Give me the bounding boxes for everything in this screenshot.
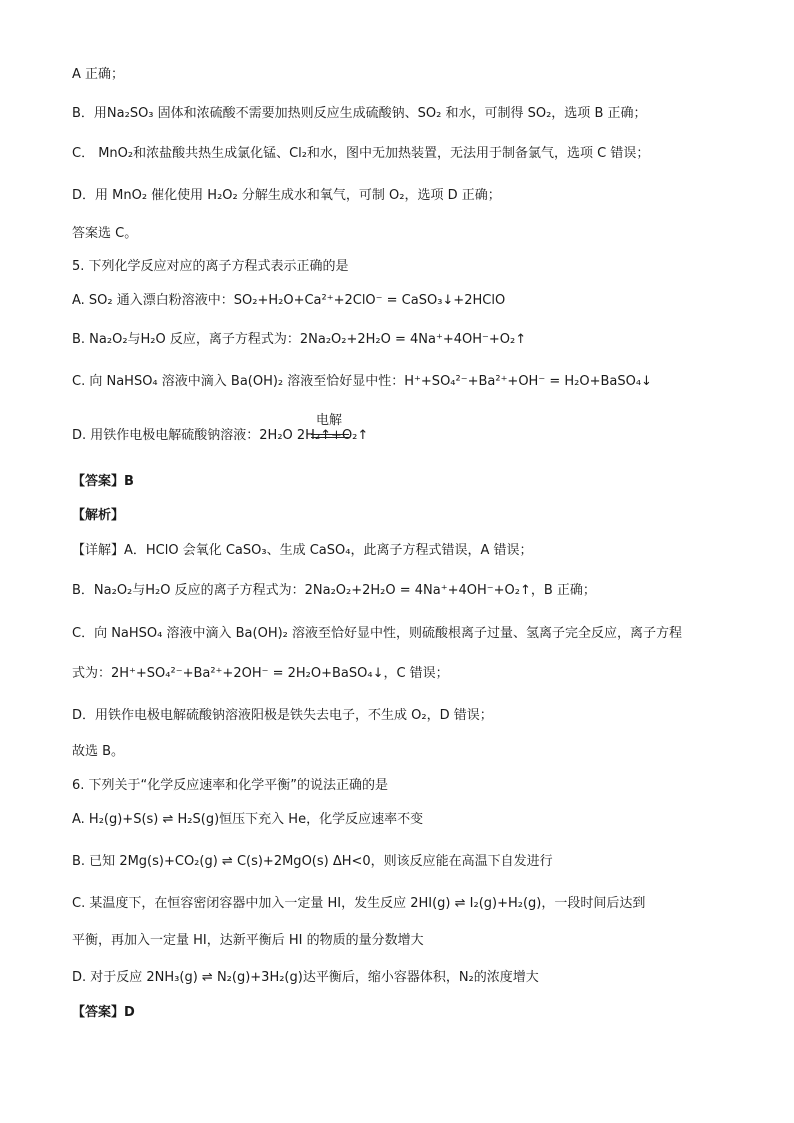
answer-label: 【答案】D xyxy=(72,1005,135,1020)
option-b: B. 已知 2Mg(s)+CO₂(g) ⇌ C(s)+2MgO(s) ΔH<0，则该反应能在高温下自发进行 xyxy=(72,854,553,869)
text-line: 式为：2H⁺+SO₄²⁻+Ba²⁺+2OH⁻ = 2H₂O+BaSO₄↓，C 错误； xyxy=(72,666,449,681)
electrolysis-label: 电解 xyxy=(316,413,343,428)
text-line: 答案选 C。 xyxy=(72,226,138,241)
text-line: D．用 MnO₂ 催化使用 H₂O₂ 分解生成水和氧气，可制 O₂，选项 D 正确； xyxy=(72,188,501,203)
equals-bar xyxy=(311,434,349,438)
option-b: B. Na₂O₂与H₂O 反应，离子方程式为：2Na₂O₂+2H₂O = 4Na⁺+4OH⁻+O₂↑ xyxy=(72,332,527,347)
text-line: 故选 B。 xyxy=(72,744,125,759)
question-title: 5. 下列化学反应对应的离子方程式表示正确的是 xyxy=(72,259,349,274)
option-c: C. 某温度下，在恒容密闭容器中加入一定量 HI，发生反应 2HI(g) ⇌ I₂(g)+H₂(g)，一段时间后达到 xyxy=(72,896,646,911)
option-a: A. SO₂ 通入漂白粉溶液中：SO₂+H₂O+Ca²⁺+2ClO⁻ = CaSO₃↓+2HClO xyxy=(72,293,506,308)
question-title: 6. 下列关于“化学反应速率和化学平衡”的说法正确的是 xyxy=(72,778,389,793)
answer-label: 【答案】B xyxy=(72,474,134,489)
text-line: A 正确； xyxy=(72,67,125,82)
text-line: D．用铁作电极电解硫酸钠溶液阳极是铁失去电子，不生成 O₂，D 错误； xyxy=(72,708,493,723)
option-d: D. 用铁作电极电解硫酸钠溶液：2H₂O 2H₂↑+O₂↑ xyxy=(72,428,369,443)
option-a: A. H₂(g)+S(s) ⇌ H₂S(g)恒压下充入 He，化学反应速率不变 xyxy=(72,812,424,827)
text-line: 平衡，再加入一定量 HI，达新平衡后 HI 的物质的量分数增大 xyxy=(72,933,424,948)
text-line: C．向 NaHSO₄ 溶液中滴入 Ba(OH)₂ 溶液至恰好显中性，则硫酸根离子过量、氢离子完全反应，离子方程 xyxy=(72,626,683,641)
option-d: D. 对于反应 2NH₃(g) ⇌ N₂(g)+3H₂(g)达平衡后，缩小容器体积，N₂的浓度增大 xyxy=(72,970,539,985)
text-line: C． MnO₂和浓盐酸共热生成氯化锰、Cl₂和水，图中无加热装置，无法用于制备氯气，选项 C 错误； xyxy=(72,146,650,161)
text-line: B．用Na₂SO₃ 固体和浓硫酸不需要加热则反应生成硫酸钠、SO₂ 和水，可制得 SO₂，选项 B 正确； xyxy=(72,106,647,121)
text-line: B．Na₂O₂与H₂O 反应的离子方程式为：2Na₂O₂+2H₂O = 4Na⁺+4OH⁻+O₂↑，B 正确； xyxy=(72,583,596,598)
option-c: C. 向 NaHSO₄ 溶液中滴入 Ba(OH)₂ 溶液至恰好显中性：H⁺+SO₄²⁻+Ba²⁺+OH⁻ = H₂O+BaSO₄↓ xyxy=(72,374,652,389)
analysis-label: 【解析】 xyxy=(72,508,125,523)
text-line: 【详解】A．HClO 会氧化 CaSO₃、生成 CaSO₄，此离子方程式错误，A 错误； xyxy=(72,543,533,558)
